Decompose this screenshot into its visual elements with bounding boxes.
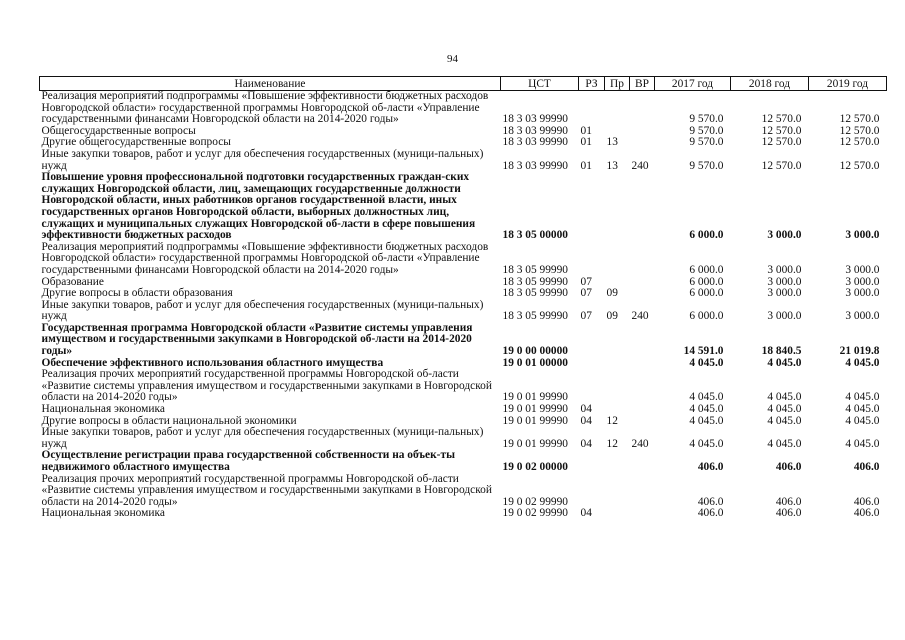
cell-2017: 406.0 <box>697 495 724 508</box>
cell-2019: 3 000.0 <box>845 287 880 300</box>
budget-table <box>39 76 887 520</box>
cell-2018: 406.0 <box>775 495 802 508</box>
cell-2017: 4 045.0 <box>689 391 724 404</box>
cell-2019: 12 570.0 <box>839 124 880 137</box>
cell-2017: 9 570.0 <box>689 159 724 172</box>
cell-cst: 19 0 00 00000 <box>502 345 568 358</box>
cell-2019: 12 570.0 <box>839 113 880 126</box>
header-2019: 2019 год <box>809 77 887 91</box>
cell-name: Другие общегосударственные вопросы <box>41 136 231 149</box>
cell-pr: 12 <box>606 437 618 450</box>
cell-2017: 406.0 <box>697 507 724 520</box>
cell-2019: 406.0 <box>853 507 880 520</box>
cell-vr: 240 <box>631 159 649 172</box>
cell-name: Государственная программа Новгородской области «Развитие системы управления имуществом и государственными закупками в Новгородской об-ласти на 2014-2020 годы» <box>41 321 473 358</box>
cell-vr <box>630 358 655 370</box>
cell-pr: 13 <box>606 159 618 172</box>
cell-2019: 4 045.0 <box>845 403 880 416</box>
cell-cst: 18 3 05 99990 <box>502 310 568 323</box>
table-header-row <box>40 77 887 91</box>
cell-pr <box>605 91 630 126</box>
cell-name: Другие вопросы в области образования <box>41 287 233 300</box>
cell-2017: 4 045.0 <box>689 414 724 427</box>
cell-vr <box>630 323 655 358</box>
cell-cst: 18 3 05 99990 <box>502 275 568 288</box>
cell-cst: 19 0 01 99990 <box>502 437 568 450</box>
header-rz: РЗ <box>579 77 605 91</box>
cell-2017: 9 570.0 <box>689 136 724 149</box>
cell-2018: 4 045.0 <box>767 356 802 369</box>
cell-rz: 07 <box>580 275 592 288</box>
cell-cst: 18 3 05 99990 <box>502 287 568 300</box>
cell-rz: 01 <box>580 136 592 149</box>
cell-name: Образование <box>41 275 104 288</box>
cell-vr <box>630 416 655 428</box>
cell-2017: 6 000.0 <box>689 275 724 288</box>
cell-2018: 3 000.0 <box>767 229 802 242</box>
cell-cst: 18 3 03 99990 <box>502 159 568 172</box>
page-number: 94 <box>447 53 458 65</box>
cell-vr <box>630 288 655 300</box>
cell-cst: 19 0 01 00000 <box>502 356 568 369</box>
header-2018: 2018 год <box>731 77 809 91</box>
cell-2017: 4 045.0 <box>689 356 724 369</box>
cell-vr <box>630 91 655 126</box>
cell-pr <box>605 323 630 358</box>
cell-2017: 9 570.0 <box>689 113 724 126</box>
table-row <box>40 450 887 473</box>
cell-cst: 19 0 02 99990 <box>502 495 568 508</box>
cell-2019: 4 045.0 <box>845 414 880 427</box>
cell-vr <box>630 404 655 416</box>
cell-2018: 3 000.0 <box>767 287 802 300</box>
cell-2018: 4 045.0 <box>767 403 802 416</box>
cell-name: Реализация прочих мероприятий государственной программы Новгородской об-ласти «Развитие системы управления имуществом и государственными закупками в Новгородской области на 2014-2020 годы» <box>41 368 492 404</box>
cell-vr <box>630 450 655 473</box>
cell-cst: 18 3 03 99990 <box>502 113 568 126</box>
cell-2018: 3 000.0 <box>767 275 802 288</box>
cell-name: Иные закупки товаров, работ и услуг для обеспечения государственных (муници-пальных) нужд <box>41 298 484 323</box>
cell-rz <box>579 323 605 358</box>
cell-cst: 18 3 03 99990 <box>502 124 568 137</box>
table-row <box>40 323 887 358</box>
cell-pr <box>605 508 630 520</box>
cell-2017: 6 000.0 <box>689 229 724 242</box>
cell-2018: 4 045.0 <box>767 391 802 404</box>
cell-rz: 04 <box>580 507 592 520</box>
cell-2018: 3 000.0 <box>767 263 802 276</box>
cell-cst: 19 0 02 99990 <box>502 507 568 520</box>
cell-pr: 09 <box>606 310 618 323</box>
cell-name: Национальная экономика <box>41 403 165 416</box>
cell-2017: 6 000.0 <box>689 287 724 300</box>
table-row <box>40 404 887 416</box>
cell-pr: 12 <box>606 414 618 427</box>
header-2017: 2017 год <box>655 77 731 91</box>
header-name: Наименование <box>40 77 501 91</box>
cell-2019: 3 000.0 <box>845 310 880 323</box>
cell-rz <box>579 474 605 509</box>
cell-2017: 6 000.0 <box>689 263 724 276</box>
cell-rz: 01 <box>580 124 592 137</box>
cell-vr <box>630 474 655 509</box>
cell-2019: 4 045.0 <box>845 437 880 450</box>
cell-vr <box>630 369 655 404</box>
cell-vr <box>630 508 655 520</box>
cell-cst: 19 0 01 99990 <box>502 403 568 416</box>
cell-2017: 406.0 <box>697 461 724 473</box>
cell-name: Общегосударственные вопросы <box>41 124 196 137</box>
cell-cst: 18 3 05 00000 <box>502 229 568 242</box>
cell-pr <box>605 358 630 370</box>
cell-vr <box>630 137 655 149</box>
cell-pr <box>605 369 630 404</box>
cell-name: Повышение уровня профессиональной подготовки государственных граждан-ских служащих Новгородской области, лиц, замещающих государственные должности Новгородской области, иных работников органов государственной власти, иных государственных органов Новгородской области, выборных должностных лиц, служащих и муниципальных служащих Новгородской об-ласти в сфере повышения эффективности бюджетных расходов <box>41 171 476 242</box>
cell-rz <box>579 172 605 242</box>
cell-2019: 3 000.0 <box>845 275 880 288</box>
cell-name: Иные закупки товаров, работ и услуг для обеспечения государственных (муници-пальных) нужд <box>41 426 484 450</box>
cell-rz <box>579 369 605 404</box>
cell-rz <box>579 358 605 370</box>
cell-2019: 12 570.0 <box>839 136 880 149</box>
cell-2019: 3 000.0 <box>845 263 880 276</box>
cell-2017: 4 045.0 <box>689 403 724 416</box>
cell-cst: 18 3 03 99990 <box>502 136 568 149</box>
table-row <box>40 149 887 172</box>
cell-rz <box>579 91 605 126</box>
cell-2018: 12 570.0 <box>761 113 802 126</box>
cell-cst: 18 3 05 99990 <box>502 263 568 276</box>
cell-pr <box>605 242 630 277</box>
cell-pr <box>605 404 630 416</box>
cell-cst: 19 0 02 00000 <box>502 461 568 473</box>
cell-vr: 240 <box>631 310 649 323</box>
cell-rz: 07 <box>580 287 592 300</box>
cell-rz: 04 <box>580 437 592 450</box>
cell-2018: 18 840.5 <box>761 345 802 358</box>
cell-2017: 14 591.0 <box>683 345 724 358</box>
cell-2018: 406.0 <box>775 461 802 473</box>
header-pr: Пр <box>605 77 630 91</box>
cell-2019: 406.0 <box>853 495 880 508</box>
cell-vr <box>630 172 655 242</box>
cell-rz: 07 <box>580 310 592 323</box>
cell-2019: 4 045.0 <box>845 391 880 404</box>
table-body <box>40 91 887 520</box>
cell-vr <box>630 277 655 289</box>
cell-rz: 04 <box>580 414 592 427</box>
cell-2019: 4 045.0 <box>845 356 880 369</box>
cell-pr <box>605 450 630 473</box>
cell-2018: 3 000.0 <box>767 310 802 323</box>
cell-rz: 04 <box>580 403 592 416</box>
header-vr: ВР <box>630 77 655 91</box>
cell-2018: 12 570.0 <box>761 159 802 172</box>
cell-vr <box>630 242 655 277</box>
cell-pr <box>605 474 630 509</box>
table-row <box>40 172 887 242</box>
cell-2018: 406.0 <box>775 507 802 520</box>
cell-name: Осуществление регистрации права государственной собственности на объек-ты недвижимого областного имущества <box>41 449 455 473</box>
cell-name: Иные закупки товаров, работ и услуг для обеспечения государственных (муници-пальных) нужд <box>41 147 484 172</box>
cell-name: Реализация прочих мероприятий государственной программы Новгородской об-ласти «Развитие системы управления имуществом и государственными закупками в Новгородской области на 2014-2020 годы» <box>41 472 492 508</box>
cell-pr <box>605 172 630 242</box>
cell-cst: 19 0 01 99990 <box>502 414 568 427</box>
table-row <box>40 242 887 277</box>
cell-2019: 21 019.8 <box>839 345 880 358</box>
cell-2019: 3 000.0 <box>845 229 880 242</box>
cell-name: Реализация мероприятий подпрограммы «Повышение эффективности бюджетных расходов Новгородской области» государственной программы Новгородской об-ласти «Управление государственными финансами Новгородской области на 2014-2020 годы» <box>41 240 489 276</box>
table-row <box>40 508 887 520</box>
table-row <box>40 91 887 126</box>
cell-2017: 6 000.0 <box>689 310 724 323</box>
table-row <box>40 427 887 450</box>
cell-pr: 13 <box>606 136 618 149</box>
cell-2018: 12 570.0 <box>761 124 802 137</box>
cell-pr: 09 <box>606 287 618 300</box>
header-cst: ЦСТ <box>501 77 579 91</box>
cell-vr <box>630 126 655 138</box>
cell-name: Реализация мероприятий подпрограммы «Повышение эффективности бюджетных расходов Новгородской области» государственной программы Новгородской об-ласти «Управление государственными финансами Новгородской области на 2014-2020 годы» <box>41 90 489 126</box>
cell-2018: 4 045.0 <box>767 437 802 450</box>
cell-2018: 12 570.0 <box>761 136 802 149</box>
table-row <box>40 300 887 323</box>
cell-rz: 01 <box>580 159 592 172</box>
cell-cst: 19 0 01 99990 <box>502 391 568 404</box>
cell-2018: 4 045.0 <box>767 414 802 427</box>
cell-2019: 12 570.0 <box>839 159 880 172</box>
table-row <box>40 288 887 300</box>
cell-name: Другие вопросы в области национальной экономики <box>41 414 297 427</box>
table-row <box>40 369 887 404</box>
cell-vr: 240 <box>631 437 649 450</box>
cell-name: Национальная экономика <box>41 507 165 520</box>
cell-rz <box>579 242 605 277</box>
cell-2019: 406.0 <box>853 461 880 473</box>
cell-2017: 9 570.0 <box>689 124 724 137</box>
cell-rz <box>579 450 605 473</box>
cell-name: Обеспечение эффективного использования областного имущества <box>41 356 384 369</box>
cell-2017: 4 045.0 <box>689 437 724 450</box>
table-row <box>40 474 887 509</box>
